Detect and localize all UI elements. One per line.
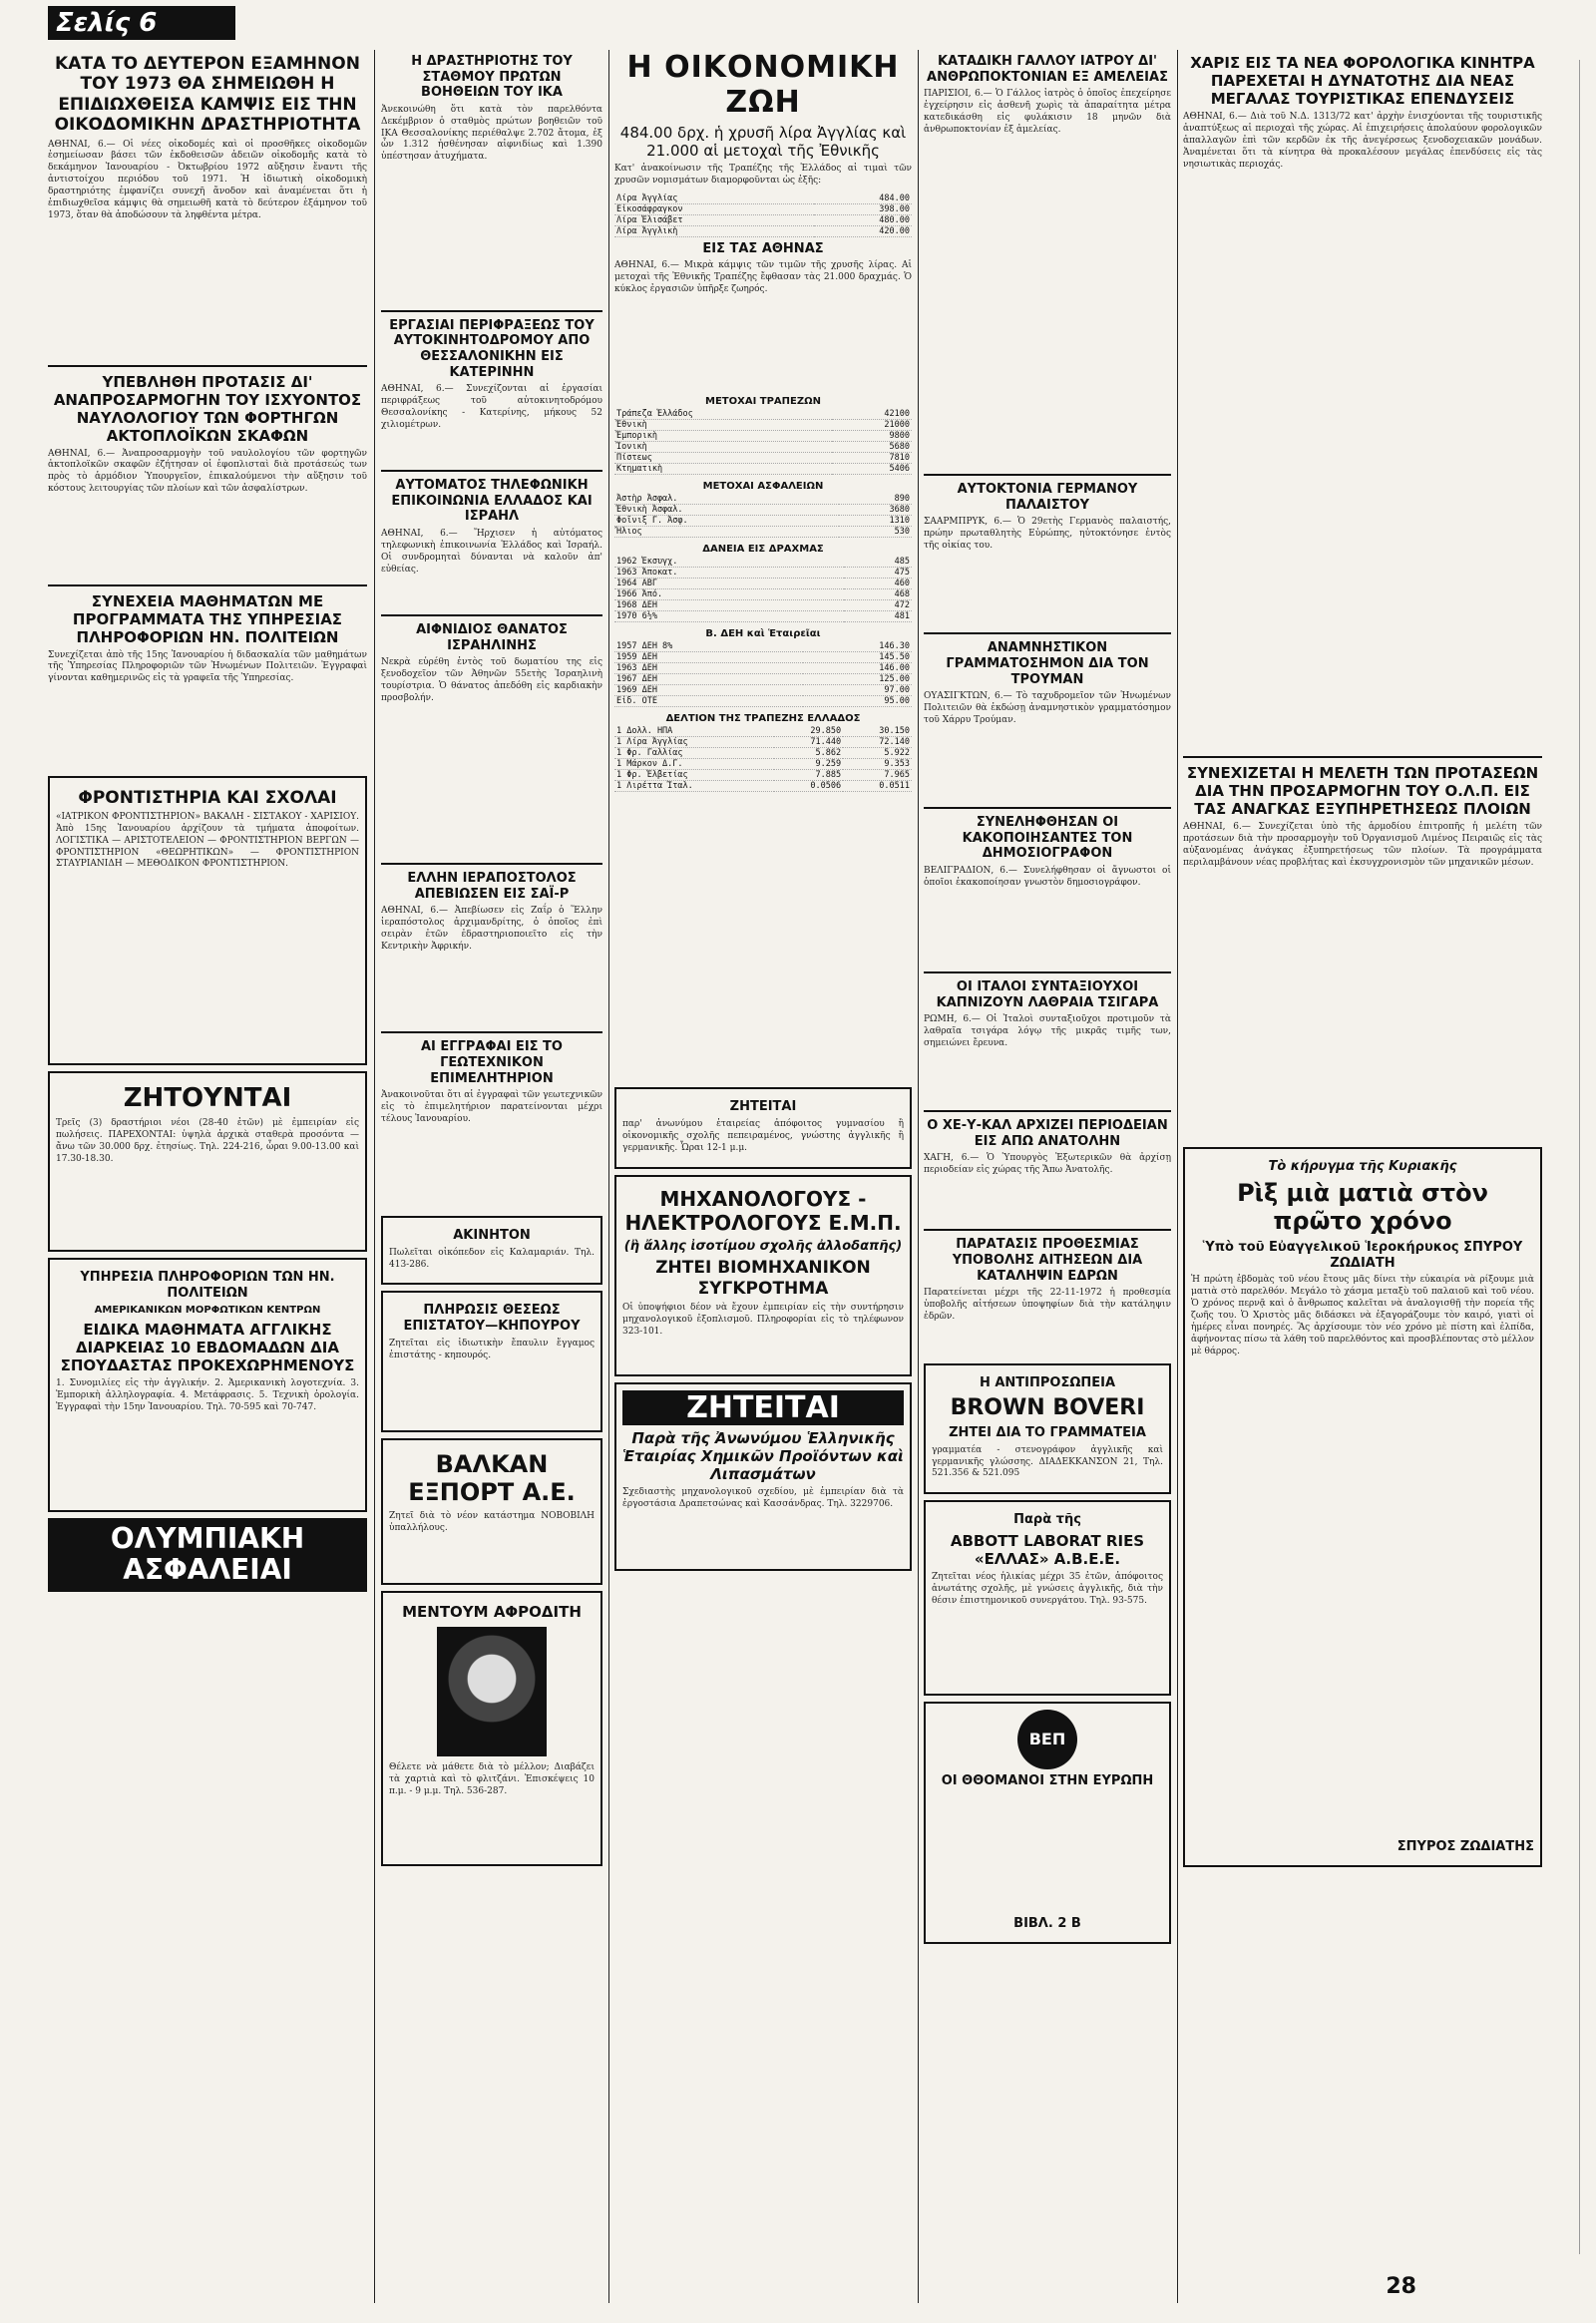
row-label: 1967 ΔΕΗ (614, 674, 803, 685)
row-value: 30.150 (843, 726, 912, 737)
bep-book-title: ΟΙ ΘΘΟΜΑΝΟΙ ΣΤΗΝ ΕΥΡΩΠΗ (941, 1772, 1154, 1788)
engineers-ad (614, 1175, 912, 1376)
abbott-logo: ABBOTT LABORAT RIES «ΕΛΛΑΣ» Α.Β.Ε.Ε. (950, 1531, 1145, 1568)
sermon-signature: ΣΠΥΡΟΣ ΖΩΔΙΑΤΗΣ (1396, 1839, 1534, 1855)
table-row (614, 781, 912, 792)
table-row (614, 568, 912, 579)
loans-table (614, 557, 912, 622)
column-rule (374, 50, 375, 2303)
chemicals-subtitle: Παρὰ τῆς Ἀνωνύμου Ἑλληνικῆς Ἑταιρίας Χημικῶν Προϊόντων καὶ Λιπασμάτων (622, 1428, 904, 1483)
table-row (614, 770, 912, 781)
article-tourism: ΑΘΗΝΑΙ, 6.— Διὰ τοῦ Ν.Δ. 1313/72 κατ' ἀρχὴν ἐνισχύονται τῆς τουριστικῆς ἀναπτύξεως αἱ περιοχαὶ τῆς χώρας. Αἱ ἐπιχειρήσεις ἀπολαύουν φορολογικῶν ἀπαλλαγῶν ἐπὶ τῶν κερδῶν ἐκ τῆς ἀνεγέρσεως ξενοδοχειακῶν μονάδων. Ἀναμένεται ὅτι τὰ κίνητρα θὰ προκαλέσουν μεγάλας ἐπενδύσεις εἰς τὰς νησιωτικὰς περιοχάς. (1183, 112, 1542, 170)
table-row (614, 225, 912, 236)
brown-boveri-pre: Η ΑΝΤΙΠΡΟΣΩΠΕΙΑ (979, 1375, 1116, 1391)
bep-book-ad (924, 1702, 1171, 1944)
divider (381, 1031, 602, 1033)
column-2 (381, 50, 602, 2294)
row-label: 1963 Ἀποκατ. (614, 568, 844, 579)
column-5 (1183, 50, 1542, 2294)
row-label: Τράπεζα Ἑλλάδος (614, 409, 832, 420)
engineers-title: ΜΗΧΑΝΟΛΟΓΟΥΣ - ΗΛΕΚΤΡΟΛΟΓΟΥΣ Ε.Μ.Π. (624, 1186, 902, 1235)
row-label: 1964 ΑΒΓ (614, 579, 844, 589)
row-value: 5.922 (843, 748, 912, 759)
row-value: 3680 (839, 505, 912, 516)
schools-box (48, 776, 367, 1065)
row-value: 7810 (832, 453, 912, 464)
engineers-headline: ΖΗΤΕΙ ΒΙΟΜΗΧΑΝΙΚΟΝ ΣΥΓΚΡΟΤΗΜΑ (655, 1258, 871, 1299)
wanted-box (48, 1071, 367, 1252)
sermon-title: Ρὶξ μιὰ ματιὰ στὸν πρῶτο χρόνο (1237, 1178, 1488, 1236)
row-value: 472 (844, 600, 912, 611)
economy-subtitle: 484.00 δρχ. ἡ χρυσῆ λίρα Ἀγγλίας καὶ 21.000 αἱ μετοχαὶ τῆς Ἐθνικῆς (619, 124, 907, 160)
row-value: 145.50 (803, 652, 912, 663)
row-value: 0.0511 (843, 781, 912, 792)
table-row (614, 464, 912, 475)
headline-usis-courses: ΣΥΝΕΧΕΙΑ ΜΑΘΗΜΑΤΩΝ ΜΕ ΠΡΟΓΡΑΜΜΑΤΑ ΤΗΣ ΥΠΗΡΕΣΙΑΣ ΠΛΗΡΟΦΟΡΙΩΝ ΗΝ. ΠΟΛΙΤΕΙΩΝ (72, 591, 343, 646)
bank-shares-title: ΜΕΤΟΧΑΙ ΤΡΑΠΕΖΩΝ (705, 396, 821, 408)
row-value: 29.850 (774, 726, 843, 737)
row-value: 9800 (832, 431, 912, 442)
table-row (614, 674, 912, 685)
bank-shares-table (614, 409, 912, 475)
row-label: Λίρα Ἀγγλικὴ (614, 225, 814, 236)
table-row (614, 516, 912, 527)
spacer (614, 792, 912, 1081)
divider (924, 971, 1171, 973)
caretaker-body: Ζητεῖται εἰς ἰδιωτικὴν ἔπαυλιν ἔγγαμος ἐπιστάτης - κηπουρός. (389, 1338, 595, 1360)
row-value: 9.259 (774, 759, 843, 770)
row-value: 7.885 (774, 770, 843, 781)
row-label: Εἰκοσάφραγκον (614, 203, 814, 214)
table-row (614, 685, 912, 696)
schools-listing: «ΙΑΤΡΙΚΟΝ ΦΡΟΝΤΙΣΤΗΡΙΟΝ» ΒΑΚΑΛΗ - ΣΙΣΤΑΚΟΥ - ΧΑΡΙΣΙΟΥ. Ἀπὸ 15ης Ἰανουαρίου ἀρχίζουν τὰ τμήματα ἀποφοίτων. ΛΟΓΙΣΤΙΚΑ — ΑΡΙΣΤΟΤΕΛΕΙΟΝ — ΦΡΟΝΤΙΣΤΗΡΙΟΝ ΒΕΡΓΩΝ — ΦΡΟΝΤΙΣΤΗΡΙΟΝ «ΘΕΩΡΗΤΙΚΩΝ» — ΦΡΟΝΤΙΣΤΗΡΙΟΝ ΣΤΑΥΡΙΑΝΙΔΗ — ΜΕΘΟΔΙΚΟΝ ΦΡΟΝΤΙΣΤΗΡΙΟΝ. (56, 811, 359, 870)
article-minister: ΧΑΓΗ, 6.— Ὁ Ὑπουργὸς Ἐξωτερικῶν θὰ ἀρχίσῃ περιοδείαν εἰς χώρας τῆς Ἄπω Ἀνατολῆς. (924, 1153, 1171, 1176)
row-value: 146.30 (803, 641, 912, 652)
row-label: 1 Δολλ. ΗΠΑ (614, 726, 774, 737)
row-value: 146.00 (803, 663, 912, 674)
row-label: 1959 ΔΕΗ (614, 652, 803, 663)
sermon-box (1183, 1147, 1542, 1867)
table-row (614, 589, 912, 600)
row-label: Ἀστὴρ Ἀσφαλ. (614, 494, 839, 505)
headline-minister: Ο ΧΕ-Υ-ΚΑΛ ΑΡΧΙΖΕΙ ΠΕΡΙΟΔΕΙΑΝ ΕΙΣ ΑΠΩ ΑΝΑΤΟΛΗΝ (927, 1118, 1168, 1149)
row-label: 1 Μάρκον Δ.Γ. (614, 759, 774, 770)
row-label: Λίρα Ἀγγλίας (614, 194, 814, 204)
headline-port: ΣΥΝΕΧΙΖΕΤΑΙ Η ΜΕΛΕΤΗ ΤΩΝ ΠΡΟΤΑΣΕΩΝ ΔΙΑ ΤΗΝ ΠΡΟΣΑΡΜΟΓΗΝ ΤΟΥ Ο.Λ.Π. ΕΙΣ ΤΑΣ ΑΝΑΓΚΑΣ ΕΞΥΠΗΡΕΤΗΣΕΩΣ ΠΛΟΙΩΝ (1186, 764, 1539, 818)
wanted-title: ΖΗΤΟΥΝΤΑΙ (123, 1082, 292, 1113)
divider (381, 863, 602, 865)
table-row (614, 600, 912, 611)
balkan-export-ad (381, 1438, 602, 1586)
row-label: 1 Φρ. Ἑλβετίας (614, 770, 774, 781)
chemicals-ad (614, 1382, 912, 1571)
table-row (614, 611, 912, 622)
sermon-author: Ὑπὸ τοῦ Εὐαγγελικοῦ Ἱεροκήρυκος ΣΠΥΡΟΥ ΖΩΔΙΑΤΗ (1202, 1240, 1523, 1271)
bep-logo: ΒΕΠ (1017, 1710, 1077, 1769)
table-row (614, 442, 912, 453)
brown-boveri-ad (924, 1363, 1171, 1494)
table-row (614, 420, 912, 431)
wanted-body: Τρεῖς (3) δραστήριοι νέοι (28-40 ἐτῶν) μὲ ἐμπειρίαν εἰς πωλήσεις. ΠΑΡΕΧΟΝΤΑΙ: ὑψηλὰ ἀρχικὰ σταθερὰ προσόντα — ἄνω τῶν 30.000 δρχ. ἐτησίως. Τηλ. 224-216, ὧραι 9.00-13.00 καὶ 17.30-18.30. (56, 1118, 359, 1164)
divider (924, 807, 1171, 809)
dei-bonds-table (614, 641, 912, 707)
row-label: Φοῖνιξ Γ. Ἀσφ. (614, 516, 839, 527)
abbott-pre: Παρὰ τῆς (1013, 1512, 1081, 1528)
table-row (614, 453, 912, 464)
schools-title: ΦΡΟΝΤΙΣΤΗΡΙΑ ΚΑΙ ΣΧΟΛΑΙ (78, 787, 337, 808)
row-value: 398.00 (814, 203, 912, 214)
table-row (614, 214, 912, 225)
row-value: 9.353 (843, 759, 912, 770)
row-value: 420.00 (814, 225, 912, 236)
headline-geotech: ΑΙ ΕΓΓΡΑΦΑΙ ΕΙΣ ΤΟ ΓΕΩΤΕΧΝΙΚΟΝ ΕΠΙΜΕΛΗΤΗΡΙΟΝ (421, 1039, 563, 1086)
fortune-teller-title: ΜΕΝΤΟΥΜ ΑΦΡΟΔΙΤΗ (402, 1603, 582, 1622)
headline-death: ΑΙΦΝΙΔΙΟΣ ΘΑΝΑΤΟΣ ΙΣΡΑΗΛΙΝΗΣ (416, 621, 568, 653)
gold-intro: Κατ' ἀνακοίνωσιν τῆς Τραπέζης τῆς Ἑλλάδος αἱ τιμαὶ τῶν χρυσῶν νομισμάτων διαμορφοῦνται ὡς ἑξῆς: (614, 164, 912, 186)
row-value: 5680 (832, 442, 912, 453)
table-row (614, 726, 912, 737)
dei-title: Β. ΔΕΗ καὶ Ἑταιρεῖαι (705, 628, 821, 640)
article-ika: Ἀνεκοινώθη ὅτι κατὰ τὸν παρελθόντα Δεκέμβριον ὁ σταθμὸς πρώτων βοηθειῶν τοῦ ΙΚΑ Θεσσαλονίκης περιέθαλψε 2.702 ἄτομα, ἐξ ὧν 1.312 ἠσθένησαν αἰφνιδίως καὶ 1.390 ὑπέστησαν ἀτυχήματα. (381, 104, 602, 163)
row-label: Κτηματικὴ (614, 464, 832, 475)
headline-construction: ΚΑΤΑ ΤΟ ΔΕΥΤΕΡΟΝ ΕΞΑΜΗΝΟΝ ΤΟΥ 1973 ΘΑ ΣΗΜΕΙΩΘΗ Η ΕΠΙΔΙΩΧΘΕΙΣΑ ΚΑΜΨΙΣ ΕΙΣ ΤΗΝ ΟΙΚΟΔΟΜΙΚΗΝ ΔΡΑΣΤΗΡΙΟΤΗΤΑ (54, 54, 361, 136)
table-row (614, 203, 912, 214)
row-value: 125.00 (803, 674, 912, 685)
row-value: 21000 (832, 420, 912, 431)
usis-box (48, 1258, 367, 1512)
row-value: 5.862 (774, 748, 843, 759)
divider (1183, 756, 1542, 758)
row-label: 1 Φρ. Γαλλίας (614, 748, 774, 759)
portrait-photo (437, 1627, 547, 1756)
row-label: Ἐθνικὴ Ἀσφαλ. (614, 505, 839, 516)
divider (381, 310, 602, 312)
article-usis-courses: Συνεχίζεται ἀπὸ τῆς 15ης Ἰανουαρίου ἡ διδασκαλία τῶν μαθημάτων τῆς Ὑπηρεσίας Πληροφοριῶν τῶν Ἡνωμένων Πολιτειῶν. Ἐγγραφαὶ γίνονται καθημερινῶς εἰς τὰ γραφεῖα τῆς Ὑπηρεσίας. (48, 649, 367, 684)
caretaker-title: ΠΛΗΡΩΣΙΣ ΘΕΣΕΩΣ ΕΠΙΣΤΑΤΟΥ—ΚΗΠΟΥΡΟΥ (403, 1303, 581, 1335)
table-row (614, 663, 912, 674)
article-shipping: ΑΘΗΝΑΙ, 6.— Ἀναπροσαρμογὴν τοῦ ναυλολογίου τῶν φορτηγῶν ἀκτοπλοϊκῶν σκαφῶν ἐζήτησαν οἱ ἐφοπλισταὶ διὰ προτάσεώς των πρὸς τὸ ἁρμόδιον Ὑπουργεῖον, ἐπικαλούμενοι τὴν αὔξησιν τοῦ κόστους λειτουργίας τῶν πλοίων καὶ τῶν ἀσφαλίστρων. (48, 448, 367, 495)
headline-motorway: ΕΡΓΑΣΙΑΙ ΠΕΡΙΦΡΑΞΕΩΣ ΤΟΥ ΑΥΤΟΚΙΝΗΤΟΔΡΟΜΟΥ ΑΠΟ ΘΕΣΣΑΛΟΝΙΚΗΝ ΕΙΣ ΚΑΤΕΡΙΝΗΝ (389, 317, 595, 380)
table-row (614, 557, 912, 568)
headline-doctor: ΚΑΤΑΔΙΚΗ ΓΑΛΛΟΥ ΙΑΤΡΟΥ ΔΙ' ΑΝΘΡΩΠΟΚΤΟΝΙΑΝ ΕΞ ΑΜΕΛΕΙΑΣ (927, 54, 1168, 85)
table-row (614, 505, 912, 516)
brown-boveri-headline: ΖΗΤΕΙ ΔΙΑ ΤΟ ΓΡΑΜΜΑΤΕΙΑ (949, 1425, 1146, 1441)
row-label: Πίστεως (614, 453, 832, 464)
table-row (614, 652, 912, 663)
row-value: 890 (839, 494, 912, 505)
headline-telephone: ΑΥΤΟΜΑΤΟΣ ΤΗΛΕΦΩΝΙΚΗ ΕΠΙΚΟΙΝΩΝΙΑ ΕΛΛΑΔΟΣ ΚΑΙ ΙΣΡΑΗΛ (391, 478, 593, 525)
row-label: Ἥλιος (614, 527, 839, 538)
page-edge-strip (1579, 60, 1592, 2254)
athens-market-body: ΑΘΗΝΑΙ, 6.— Μικρὰ κάμψις τῶν τιμῶν τῆς χρυσῆς λίρας. Αἱ μετοχαὶ τῆς Ἐθνικῆς Τραπέζης ἔφθασαν τὰς 21.000 δραχμάς. Ὁ κύκλος ἐργασιῶν ὑπῆρξε ζωηρός. (614, 260, 912, 295)
table-row (614, 748, 912, 759)
row-value: 530 (839, 527, 912, 538)
usis-subtitle: ΑΜΕΡΙΚΑΝΙΚΩΝ ΜΟΡΦΩΤΙΚΩΝ ΚΕΝΤΡΩΝ (94, 1305, 321, 1317)
row-value: 71.440 (774, 737, 843, 748)
table-row (614, 641, 912, 652)
row-label: 1963 ΔΕΗ (614, 663, 803, 674)
row-value: 481 (844, 611, 912, 622)
article-telephone: ΑΘΗΝΑΙ, 6.— Ἤρχισεν ἡ αὐτόματος τηλεφωνικὴ ἐπικοινωνία Ἑλλάδος καὶ Ἰσραήλ. Οἱ συνδρομηταὶ δύνανται νὰ καλοῦν ἀπ' εὐθείας. (381, 528, 602, 575)
row-value: 42100 (832, 409, 912, 420)
balkan-title: ΒΑΛΚΑΝ ΕΞΠΟΡΤ Α.Ε. (408, 1449, 576, 1507)
sermon-body: Ἡ πρώτη ἑβδομὰς τοῦ νέου ἔτους μᾶς δίνει τὴν εὐκαιρία νὰ ρίξουμε μιὰ ματιὰ στὸ παρελθόν. Μεγάλο τὸ χάσμα μεταξὺ τοῦ παλαιοῦ καὶ τοῦ νέου. Ὁ χρόνος περνᾷ καὶ ὁ ἄνθρωπος καλεῖται νὰ ἀναλογισθῇ τὴν πορεία τῆς ζωῆς του. Ὁ Χριστὸς μᾶς διδάσκει νὰ ἐξαγοράζουμε τὸν καιρό, γιατὶ οἱ ἡμέρες εἶναι πονηρές. Ἂς ἀρχίσουμε τὸν νέο χρόνο μὲ πίστη καὶ ἐλπίδα, ἀφήνοντας πίσω τὰ λάθη τοῦ παρελθόντος καὶ προσβλέποντας στὸ μέλλον μὲ θάρρος. (1191, 1275, 1534, 1356)
column-rule (918, 50, 919, 2303)
gold-prices-table (614, 194, 912, 237)
chemicals-body: Σχεδιαστὴς μηχανολογικοῦ σχεδίου, μὲ ἐμπειρίαν διὰ τὰ ἐργοστάσια Δραπετσώνας καὶ Κασσάνδρας. Τηλ. 3229706. (622, 1486, 904, 1509)
article-missionary: ΑΘΗΝΑΙ, 6.— Ἀπεβίωσεν εἰς Ζαΐρ ὁ Ἕλλην ἱεραπόστολος ἀρχιμανδρίτης, ὁ ὁποῖος ἐπὶ σειρὰν ἐτῶν ἐδραστηριοποιεῖτο εἰς τὴν Κεντρικὴν Ἀφρικήν. (381, 906, 602, 952)
row-label: Ἰονικὴ (614, 442, 832, 453)
column-rule (608, 50, 609, 2303)
row-label: 1968 ΔΕΗ (614, 600, 844, 611)
table-row (614, 194, 912, 204)
olympic-insurance-ad: ΟΛΥΜΠΙΑΚΗ ΑΣΦΑΛΕΙΑΙ (48, 1518, 367, 1592)
row-value: 7.965 (843, 770, 912, 781)
row-value: 475 (844, 568, 912, 579)
row-label: 1957 ΔΕΗ 8% (614, 641, 803, 652)
row-label: Εἰδ. ΟΤΕ (614, 696, 803, 707)
article-construction: ΑΘΗΝΑΙ, 6.— Οἱ νέες οἰκοδομές καὶ οἱ προσθῆκες οἰκοδομῶν ἐσημείωσαν βάσει τῶν ἐκδοθεισῶν ἀδειῶν οἰκοδομῆς κατὰ τὸ δεκάμηνον Ἰανουαρίου - Ὀκτωβρίου 1972 αὔξησιν ἔναντι τῆς ἀντιστοίχου περιόδου τοῦ 1971. Ἡ ἰδιωτικὴ οἰκοδομικὴ δραστηριότης ἐμφανίζει συνεχῆ ἄνοδον καὶ ἀναμένεται ὅτι ἡ ἐπιδιωχθεῖσα κάμψις θὰ σημειωθῆ κατὰ τὸ δεύτερον ἑξάμηνον τοῦ 1973, ὅταν θὰ ἀποδώσουν τὰ ληφθέντα μέτρα. (48, 139, 367, 220)
divider (381, 470, 602, 472)
headline-pensioners: ΟΙ ΙΤΑΛΟΙ ΣΥΝΤΑΞΙΟΥΧΟΙ ΚΑΠΝΙΖΟΥΝ ΛΑΘΡΑΙΑ ΤΣΙΓΑΡΑ (936, 978, 1159, 1010)
table-row (614, 696, 912, 707)
headline-deadline: ΠΑΡΑΤΑΣΙΣ ΠΡΟΘΕΣΜΙΑΣ ΥΠΟΒΟΛΗΣ ΑΙΤΗΣΕΩΝ ΔΙΑ ΚΑΤΑΛΗΨΙΝ ΕΔΡΩΝ (952, 1237, 1143, 1284)
usis-title: ΥΠΗΡΕΣΙΑ ΠΛΗΡΟΦΟΡΙΩΝ ΤΩΝ ΗΝ. ΠΟΛΙΤΕΙΩΝ (80, 1270, 335, 1301)
row-label: Λίρα Ἐλισάβετ (614, 214, 814, 225)
exchange-rates-table (614, 726, 912, 792)
company-wanted-title: ΖΗΤΕΙΤΑΙ (729, 1099, 797, 1115)
article-geotech: Ἀνακοινοῦται ὅτι αἱ ἐγγραφαὶ τῶν γεωτεχνικῶν εἰς τὸ ἐπιμελητήριον παρατείνονται μέχρι τέλους Ἰανουαρίου. (381, 1090, 602, 1124)
article-port: ΑΘΗΝΑΙ, 6.— Συνεχίζεται ὑπὸ τῆς ἁρμοδίου ἐπιτροπῆς ἡ μελέτη τῶν προτάσεων διὰ τὴν προσαρμογὴν τοῦ Ὀργανισμοῦ Λιμένος Πειραιῶς εἰς τὰς αὐξανομένας ἀνάγκας ἐξυπηρετήσεως τῶν πλοίων. Τὰ προγράμματα περιλαμβάνουν νέας προβλήτας καὶ ἐκσυγχρονισμὸν τῶν μηχανικῶν μέσων. (1183, 822, 1542, 868)
fortune-teller-ad (381, 1591, 602, 1866)
row-label: 1969 ΔΕΗ (614, 685, 803, 696)
fortune-teller-body: Θέλετε νὰ μάθετε διὰ τὸ μέλλον; Διαβάζει τὰ χαρτιὰ καὶ τὸ φλιτζάνι. Ἐπισκέψεις 10 π.μ. - 9 μ.μ. Τηλ. 536-287. (389, 1762, 595, 1796)
row-value: 480.00 (814, 214, 912, 225)
row-value: 1310 (839, 516, 912, 527)
article-death: Νεκρὰ εὑρέθη ἐντὸς τοῦ δωματίου της εἰς ξενοδοχεῖον τῶν Ἀθηνῶν 55ετὴς Ἰσραηλινὴ τουρίστρια. Ὁ θάνατος ἀπεδόθη εἰς καρδιακὴν προσβολήν. (381, 657, 602, 703)
row-value: 0.0506 (774, 781, 843, 792)
divider (48, 584, 367, 586)
headline-journalist: ΣΥΝΕΛΗΦΘΗΣΑΝ ΟΙ ΚΑΚΟΠΟΙΗΣΑΝΤΕΣ ΤΟΝ ΔΗΜΟΣΙΟΓΡΑΦΟΝ (962, 815, 1133, 862)
page-number: 28 (1386, 2274, 1416, 2299)
company-wanted-body: παρ' ἀνωνύμου ἑταιρείας ἀπόφοιτος γυμνασίου ἢ οἰκονομικῆς σχολῆς πεπειραμένος, γνώστης ἀγγλικῆς ἢ γερμανικῆς. Ὧραι 12-1 μ.μ. (622, 1118, 904, 1153)
row-label: 1 Λίρα Ἀγγλίας (614, 737, 774, 748)
engineers-body: Οἱ ὑποψήφιοι δέον νὰ ἔχουν ἐμπειρίαν εἰς τὴν συντήρησιν μηχανολογικοῦ ἐξοπλισμοῦ. Πληροφορίαι εἰς τὸ τηλέφωνον 323-101. (622, 1302, 904, 1337)
row-value: 95.00 (803, 696, 912, 707)
article-motorway: ΑΘΗΝΑΙ, 6.— Συνεχίζονται αἱ ἐργασίαι περιφράξεως τοῦ αὐτοκινητοδρόμου Θεσσαλονίκης - Κατερίνης, μήκους 52 χιλιομέτρων. (381, 384, 602, 430)
athens-market-title: ΕΙΣ ΤΑΣ ΑΘΗΝΑΣ (702, 240, 824, 256)
column-1 (48, 50, 367, 2294)
row-value: 72.140 (843, 737, 912, 748)
bep-price: ΒΙΒΛ. 2 Β (1013, 1916, 1081, 1932)
usis-body: 1. Συνομιλίες εἰς τὴν ἀγγλικήν. 2. Ἀμερικανικὴ λογοτεχνία. 3. Ἐμπορικὴ ἀλληλογραφία. 4. Μετάφρασις. 5. Τεχνικὴ ὁρολογία. Ἐγγραφαὶ τὴν 15ην Ἰανουαρίου. Τηλ. 70-595 καὶ 70-747. (56, 1378, 359, 1413)
row-value: 5406 (832, 464, 912, 475)
divider (381, 614, 602, 616)
article-journalist: ΒΕΛΙΓΡΑΔΙΟΝ, 6.— Συνελήφθησαν οἱ ἄγνωστοι οἱ ὁποῖοι ἐκακοποίησαν γνωστὸν δημοσιογράφον. (924, 865, 1171, 888)
headline-stamp: ΑΝΑΜΝΗΣΤΙΚΟΝ ΓΡΑΜΜΑΤΟΣΗΜΟΝ ΔΙΑ ΤΟΝ ΤΡΟΥΜΑΝ (946, 640, 1149, 687)
row-value: 460 (844, 579, 912, 589)
table-row (614, 494, 912, 505)
column-3 (614, 50, 912, 2294)
article-pensioners: ΡΩΜΗ, 6.— Οἱ Ἰταλοὶ συνταξιοῦχοι προτιμοῦν τὰ λαθραῖα τσιγάρα λόγῳ τῆς μικρᾶς τιμῆς των, σημειώνει ἔρευνα. (924, 1014, 1171, 1048)
article-wrestler: ΣΑΑΡΜΠΡΥΚ, 6.— Ὁ 29ετὴς Γερμανὸς παλαιστής, πρώην πρωταθλητὴς Εὐρώπης, ηὐτοκτόνησε ἐντὸς τῆς οἰκίας του. (924, 517, 1171, 552)
table-row (614, 759, 912, 770)
table-row (614, 409, 912, 420)
divider (48, 365, 367, 367)
insurance-shares-table (614, 494, 912, 538)
article-deadline: Παρατείνεται μέχρι τῆς 22-11-1972 ἡ προθεσμία ὑποβολῆς αἰτήσεων ὑποψηφίων διὰ τὴν κατάληψιν ἐδρῶν. (924, 1288, 1171, 1322)
property-title: ΑΚΙΝΗΤΟΝ (453, 1228, 531, 1244)
row-label: 1 Λιρέττα Ἰταλ. (614, 781, 774, 792)
headline-wrestler: ΑΥΤΟΚΤΟΝΙΑ ΓΕΡΜΑΝΟΥ ΠΑΛΑΙΣΤΟΥ (957, 482, 1138, 513)
table-row (614, 431, 912, 442)
company-wanted-ad (614, 1087, 912, 1168)
row-label: Ἐμπορικὴ (614, 431, 832, 442)
headline-ika: Η ΔΡΑΣΤΗΡΙΟΤΗΣ ΤΟΥ ΣΤΑΘΜΟΥ ΠΡΩΤΩΝ ΒΟΗΘΕΙΩΝ ΤΟΥ ΙΚΑ (411, 54, 573, 101)
table-row (614, 527, 912, 538)
sermon-label: Τὸ κήρυγμα τῆς Κυριακῆς (1268, 1159, 1457, 1174)
row-value: 484.00 (814, 194, 912, 204)
insurance-shares-title: ΜΕΤΟΧΑΙ ΑΣΦΑΛΕΙΩΝ (702, 481, 824, 493)
row-value: 468 (844, 589, 912, 600)
loans-title: ΔΑΝΕΙΑ ΕΙΣ ΔΡΑΧΜΑΣ (702, 544, 824, 556)
article-stamp: ΟΥΑΣΙΓΚΤΩΝ, 6.— Τὸ ταχυδρομεῖον τῶν Ἡνωμένων Πολιτειῶν θὰ ἐκδώσῃ ἀναμνηστικὸν γραμματόσημον τοῦ Χάρρυ Τρούμαν. (924, 691, 1171, 725)
abbott-ad (924, 1500, 1171, 1696)
table-row (614, 737, 912, 748)
column-rule (1177, 50, 1178, 2303)
property-ad (381, 1216, 602, 1285)
divider (924, 632, 1171, 634)
masthead: Σελίς 6 (48, 6, 235, 40)
row-label: Ἐθνικὴ (614, 420, 832, 431)
headline-shipping: ΥΠΕΒΛΗΘΗ ΠΡΟΤΑΣΙΣ ΔΙ' ΑΝΑΠΡΟΣΑΡΜΟΓΗΝ ΤΟΥ ΙΣΧΥΟΝΤΟΣ ΝΑΥΛΟΛΟΓΙΟΥ ΤΩΝ ΦΟΡΤΗΓΩΝ ΑΚΤΟΠΛΟΪΚΩΝ ΣΚΑΦΩΝ (53, 372, 362, 445)
article-doctor: ΠΑΡΙΣΙΟΙ, 6.— Ὁ Γάλλος ἰατρὸς ὁ ὁποῖος ἐπεχείρησε ἐγχείρησιν εἰς ἀσθενῆ χωρὶς τὰ ἀπαραίτητα μέτρα κατεδικάσθη εἰς φυλάκισιν 18 μηνῶν διὰ ἀνθρωποκτονίαν ἐξ ἀμελείας. (924, 89, 1171, 135)
chemicals-title: ΖΗΤΕΙΤΑΙ (622, 1390, 904, 1425)
row-value: 97.00 (803, 685, 912, 696)
caretaker-ad (381, 1291, 602, 1431)
spacer (932, 1792, 1163, 1912)
table-row (614, 579, 912, 589)
abbott-body: Ζητεῖται νέος ἡλικίας μέχρι 35 ἐτῶν, ἀπόφοιτος ἀνωτάτης σχολῆς, μὲ γνώσεις ἀγγλικῆς, διὰ τὴν θέσιν ἐπιστημονικοῦ συνεργάτου. Τηλ. 93-575. (932, 1571, 1163, 1606)
column-4 (924, 50, 1171, 2294)
row-label: 1962 Ἐκσυγχ. (614, 557, 844, 568)
divider (924, 1229, 1171, 1231)
row-value: 485 (844, 557, 912, 568)
brown-boveri-logo: BROWN BOVERI (950, 1394, 1145, 1420)
usis-headline: ΕΙΔΙΚΑ ΜΑΘΗΜΑΤΑ ΑΓΓΛΙΚΗΣ ΔΙΑΡΚΕΙΑΣ 10 ΕΒΔΟΜΑΔΩΝ ΔΙΑ ΣΠΟΥΔΑΣΤΑΣ ΠΡΟΚΕΧΩΡΗΜΕΝΟΥΣ (60, 1321, 355, 1375)
headline-tourism: ΧΑΡΙΣ ΕΙΣ ΤΑ ΝΕΑ ΦΟΡΟΛΟΓΙΚΑ ΚΙΝΗΤΡΑ ΠΑΡΕΧΕΤΑΙ Η ΔΥΝΑΤΟΤΗΣ ΔΙΑ ΝΕΑΣ ΜΕΓΑΛΑΣ ΤΟΥΡΙΣΤΙΚΑΣ ΕΠΕΝΔΥΣΕΙΣ (1190, 54, 1535, 108)
brown-boveri-body: γραμματέα - στενογράφον ἀγγλικῆς καὶ γερμανικῆς γλώσσης. ΔΙΑΔΕΚΚΑΝΣΟΝ 21, Τηλ. 521.356 & 521.095 (932, 1444, 1163, 1479)
divider (924, 474, 1171, 476)
row-label: 1966 Ἀπό. (614, 589, 844, 600)
row-label: 1970 6½% (614, 611, 844, 622)
section-title-economy: Η ΟΙΚΟΝΟΜΙΚΗ ΖΩΗ (626, 50, 900, 120)
balkan-body: Ζητεῖ διὰ τὸ νέον κατάστημα ΝΟΒΟΒΙΛΗ ὑπαλλήλους. (389, 1511, 595, 1534)
fx-table-title: ΔΕΛΤΙΟΝ ΤΗΣ ΤΡΑΠΕΖΗΣ ΕΛΛΑΔΟΣ (665, 713, 861, 725)
headline-missionary: ΕΛΛΗΝ ΙΕΡΑΠΟΣΤΟΛΟΣ ΑΠΕΒΙΩΣΕΝ ΕΙΣ ΣΑΪ-Ρ (407, 871, 577, 902)
divider (924, 1110, 1171, 1112)
engineers-subtitle: (ἢ ἄλλης ἰσοτίμου σχολῆς ἀλλοδαπῆς) (623, 1238, 903, 1254)
property-body: Πωλεῖται οἰκόπεδον εἰς Καλαμαριάν. Τηλ. 413-286. (389, 1247, 595, 1270)
